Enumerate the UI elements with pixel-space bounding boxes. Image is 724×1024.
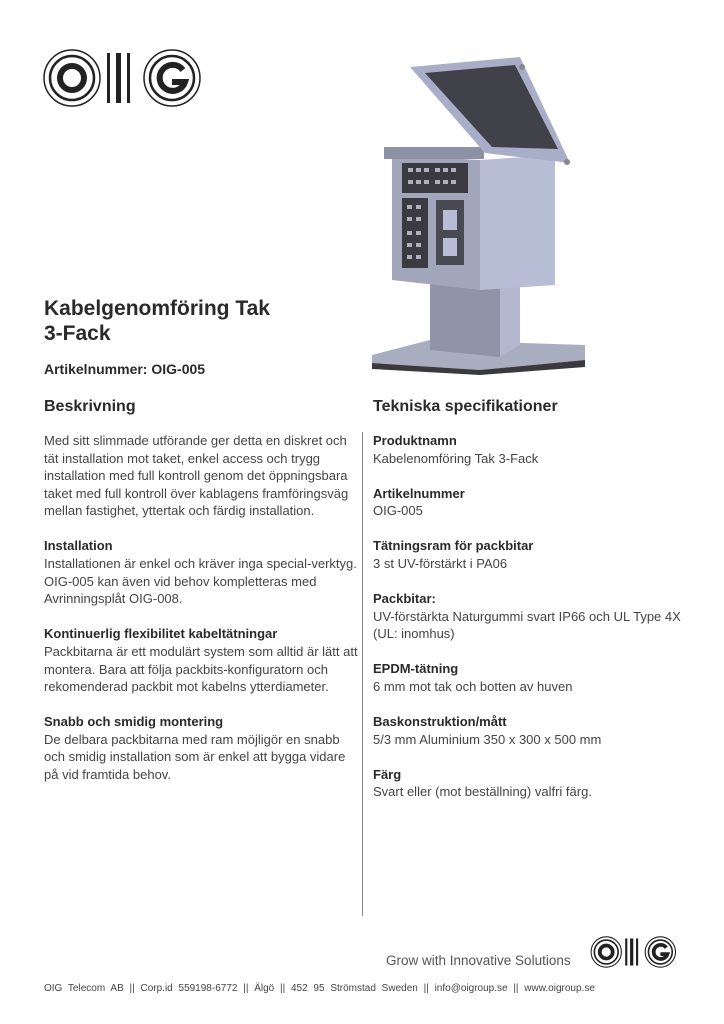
description-intro: Med sitt slimmade utförande ger detta en diskret och tät installation mot taket, enkel access och trygg installation med full kontroll genom det öppningsbara taket med full kontroll över kablagens framföringsväg mellan fastighet, yttertak och färdig installation. [44,433,349,519]
spec-label: Tätningsram för packbitar [373,538,534,554]
section-text: Installationen är enkel och kräver inga special-verktyg. [44,556,357,572]
product-image [370,45,600,375]
oig-logo-small [590,935,682,969]
spec-item [373,713,693,748]
section-heading: Installation [44,538,113,554]
spec-item [373,660,693,695]
title-line-1: Kabelgenomföring Tak [44,297,270,320]
section-installation [44,537,360,607]
spec-label: Packbitar: [373,591,436,607]
spec-value: 5/3 mm Aluminium 350 x 300 x 500 mm [373,731,602,747]
footer-contact: OIG Telecom AB || Corp.id 559198-6772 || Älgö || 452 95 Strömstad Sweden || info@oigroup.se || www.oigroup.se [44,983,595,994]
description-column [44,432,360,801]
spec-item [373,537,693,572]
spec-value: UV-förstärkta Naturgummi svart IP66 och UL Type 4X (UL: inomhus) [373,608,681,642]
section-text-2: OIG-005 kan även vid behov kompletteras med Avrinningsplåt OIG-008. [44,573,317,607]
section-heading: Kontinuerlig flexibilitet kabeltätningar [44,626,278,642]
spec-item [373,766,693,801]
spec-label: Färg [373,766,402,782]
section-text: Packbitarna är ett modulärt system som alltid är lätt att montera. Bara att följa packbits-konfiguratorn och rekomenderad packbit mot kabelns ytterdiameter. [44,643,358,695]
oig-logo [42,48,212,108]
spec-value: 3 st UV-förstärkt i PA06 [373,555,508,571]
spec-item [373,432,693,467]
description-heading: Beskrivning [44,398,136,415]
tagline: Grow with Innovative Solutions [386,953,571,968]
spec-value: OIG-005 [373,503,423,519]
spec-label: EPDM-tätning [373,661,459,677]
section-text: De delbara packbitarna med ram möjligör en snabb och smidig installation som är enkel att bygga vidare på vid framtida behov. [44,731,346,782]
section-mounting [44,713,360,783]
column-divider [362,432,363,916]
section-heading: Snabb och smidig montering [44,714,224,730]
specs-column [373,432,693,818]
spec-label: Produktnamn [373,433,457,448]
spec-value: Svart eller (mot beställning) valfri färg. [373,784,592,800]
title-line-2: 3-Fack [44,322,111,345]
spec-item [373,590,693,643]
spec-value: Kabelenomföring Tak 3-Fack [373,450,539,466]
article-number: Artikelnummer: OIG-005 [44,361,206,377]
spec-label: Baskonstruktion/mått [373,714,507,730]
spec-item [373,485,693,520]
spec-label: Artikelnummer [373,485,465,501]
specs-heading: Tekniska specifikationer [373,398,558,415]
spec-value: 6 mm mot tak och botten av huven [373,678,573,694]
product-title [44,296,354,346]
section-flexibility [44,625,360,695]
